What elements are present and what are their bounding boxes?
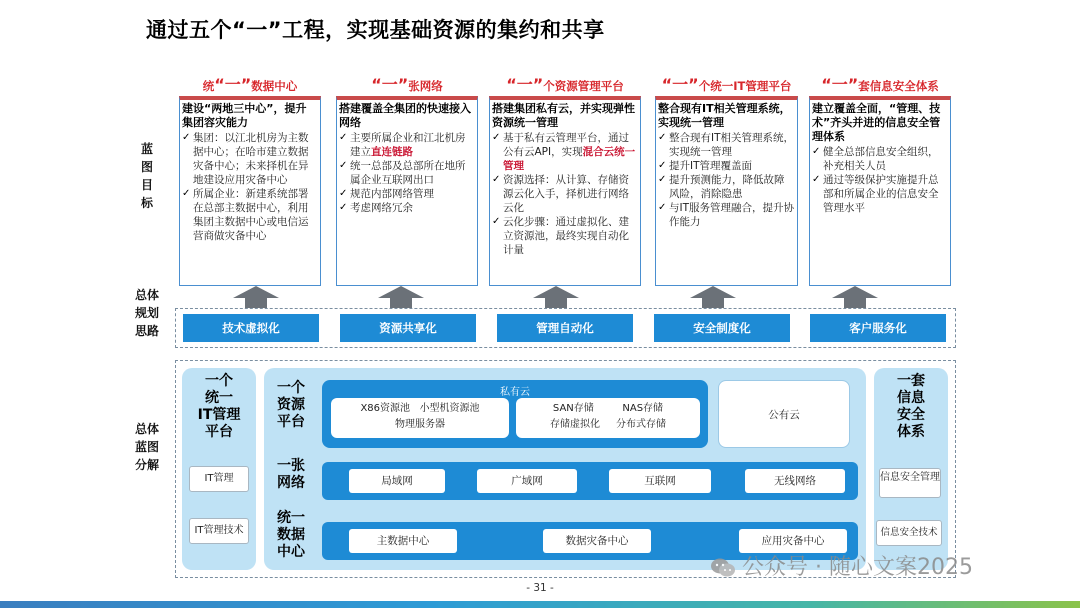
up-arrow-icon (690, 286, 736, 308)
column-heading: “一”套信息安全体系 (821, 75, 939, 94)
resource-platform-title: 一个 资源 平台 (277, 380, 305, 430)
network-wan: 广域网 (477, 469, 577, 493)
goal-item: ✓ 资源选择：从计算、存储资源云化入手，择机进行网络云化 (492, 173, 637, 215)
data-center-title: 统一 数据 中心 (277, 510, 305, 560)
goal-card-heading: 搭建集团私有云，并实现弹性资源统一管理 (492, 102, 635, 129)
goal-card-heading: 建立覆盖全面，“管理、技术”齐头并进的信息安全管理体系 (812, 102, 941, 143)
section-label-planning (128, 286, 166, 340)
goal-item: ✓ 集团：以江北机房为主数据中心；在哈市建立数据灾备中心；未来择机在异地建设应用灾备中心 (182, 131, 317, 187)
page-number: - 31 - (526, 582, 554, 594)
goal-item: ✓ 健全总部信息安全组织，补充相关人员 (812, 145, 947, 173)
goal-card-heading: 整合现有IT相关管理系统，实现统一管理 (658, 102, 791, 129)
goal-card (336, 96, 478, 286)
blueprint-goal-text: 蓝 图 目 标 (140, 142, 153, 210)
up-arrow-icon (233, 286, 279, 308)
compute-pool-box (331, 398, 509, 438)
network-internet: 互联网 (609, 469, 711, 493)
watermark-text: 公众号 · 随心文案2025 (742, 555, 973, 580)
column-heading: “一”个统一IT管理平台 (661, 75, 792, 94)
dc-data-disaster-recovery: 数据灾备中心 (543, 529, 651, 553)
goal-item: ✓ 规范内部网络管理 (339, 187, 474, 201)
public-cloud-box: 公有云 (718, 380, 850, 448)
nas-storage-label: NAS存储 (622, 403, 664, 414)
plan-customer-service: 客户服务化 (810, 314, 946, 342)
distributed-storage-label: 分布式存储 (615, 419, 666, 430)
plan-tech-virtualization: 技术虚拟化 (183, 314, 319, 342)
column-heading: 统“一”数据中心 (202, 75, 298, 94)
watermark (710, 550, 973, 581)
private-cloud-label: 私有云 (500, 387, 530, 398)
dc-app-disaster-recovery: 应用灾备中心 (739, 529, 847, 553)
security-title: 一套 信息 安全 体系 (897, 373, 925, 440)
goal-item: ✓ 通过等级保护实施提升总部和所属企业的信息安全管理水平 (812, 173, 947, 215)
x86-pool-label: X86资源池 (360, 403, 411, 414)
goal-card (809, 96, 951, 286)
minicomputer-pool-label: 小型机资源池 (419, 403, 480, 414)
plan-security-institutionalization: 安全制度化 (654, 314, 790, 342)
goal-item: ✓ 所属企业：新建系统部署在总部主数据中心，利用集团主数据中心或电信运营商做灾备中心 (182, 187, 317, 243)
plan-resource-sharing: 资源共享化 (340, 314, 476, 342)
goal-card (489, 96, 641, 286)
network-wireless: 无线网络 (745, 469, 845, 493)
it-platform-title: 一个 统一 IT管理 平台 (197, 373, 241, 440)
section-label-decomposition (128, 420, 166, 474)
goal-card-heading: 建设“两地三中心”，提升集团容灾能力 (182, 102, 307, 129)
dc-primary: 主数据中心 (349, 529, 457, 553)
goal-item: ✓ 主要所属企业和江北机房建立直连链路 (339, 131, 474, 159)
network-lan: 局域网 (349, 469, 445, 493)
goal-item: ✓ 基于私有云管理平台，通过公有云API，实现混合云统一管理 (492, 131, 637, 173)
goal-item: ✓ 云化步骤：通过虚拟化、建立资源池，最终实现自动化计量 (492, 215, 637, 257)
it-management-tech-box: IT管理技术 (189, 518, 249, 544)
goal-card (655, 96, 798, 286)
column-heading: “一”个资源管理平台 (506, 75, 624, 94)
column-heading: “一”张网络 (371, 75, 443, 94)
decomposition-text: 总体 蓝图 分解 (134, 422, 159, 472)
section-label-blueprint-goal (136, 140, 158, 212)
goal-card-heading: 搭建覆盖全集团的快速接入网络 (339, 102, 471, 129)
goal-item: ✓ 与IT服务管理融合，提升协作能力 (658, 201, 794, 229)
security-management-box: 信息安全管理 (879, 468, 941, 498)
wechat-icon (710, 557, 736, 579)
up-arrow-icon (533, 286, 579, 308)
san-storage-label: SAN存储 (552, 403, 594, 414)
it-management-box: IT管理 (189, 466, 249, 492)
page-title: 通过五个“一”工程，实现基础资源的集约和共享 (146, 18, 605, 42)
highlight-text: 混合云统一管理 (503, 146, 636, 172)
goal-card (179, 96, 321, 286)
storage-virtualization-label: 存储虚拟化 (550, 419, 601, 430)
planning-text: 总体 规划 思路 (134, 288, 159, 338)
goal-item: ✓ 统一总部及总部所在地所属企业互联网出口 (339, 159, 474, 187)
up-arrow-icon (378, 286, 424, 308)
goal-item: ✓ 整合现有IT相关管理系统，实现统一管理 (658, 131, 794, 159)
storage-box (516, 398, 700, 438)
plan-management-automation: 管理自动化 (497, 314, 633, 342)
physical-server-label: 物理服务器 (395, 419, 445, 430)
highlight-text: 直连链路 (371, 146, 413, 158)
footer-bar (0, 601, 1080, 608)
goal-item: ✓ 考虑网络冗余 (339, 201, 474, 215)
security-tech-box: 信息安全技术 (876, 520, 942, 546)
goal-item: ✓ 提升IT管理覆盖面 (658, 159, 794, 173)
network-title: 一张 网络 (277, 458, 305, 491)
goal-item: ✓ 提升预测能力，降低故障风险，消除隐患 (658, 173, 794, 201)
up-arrow-icon (832, 286, 878, 308)
